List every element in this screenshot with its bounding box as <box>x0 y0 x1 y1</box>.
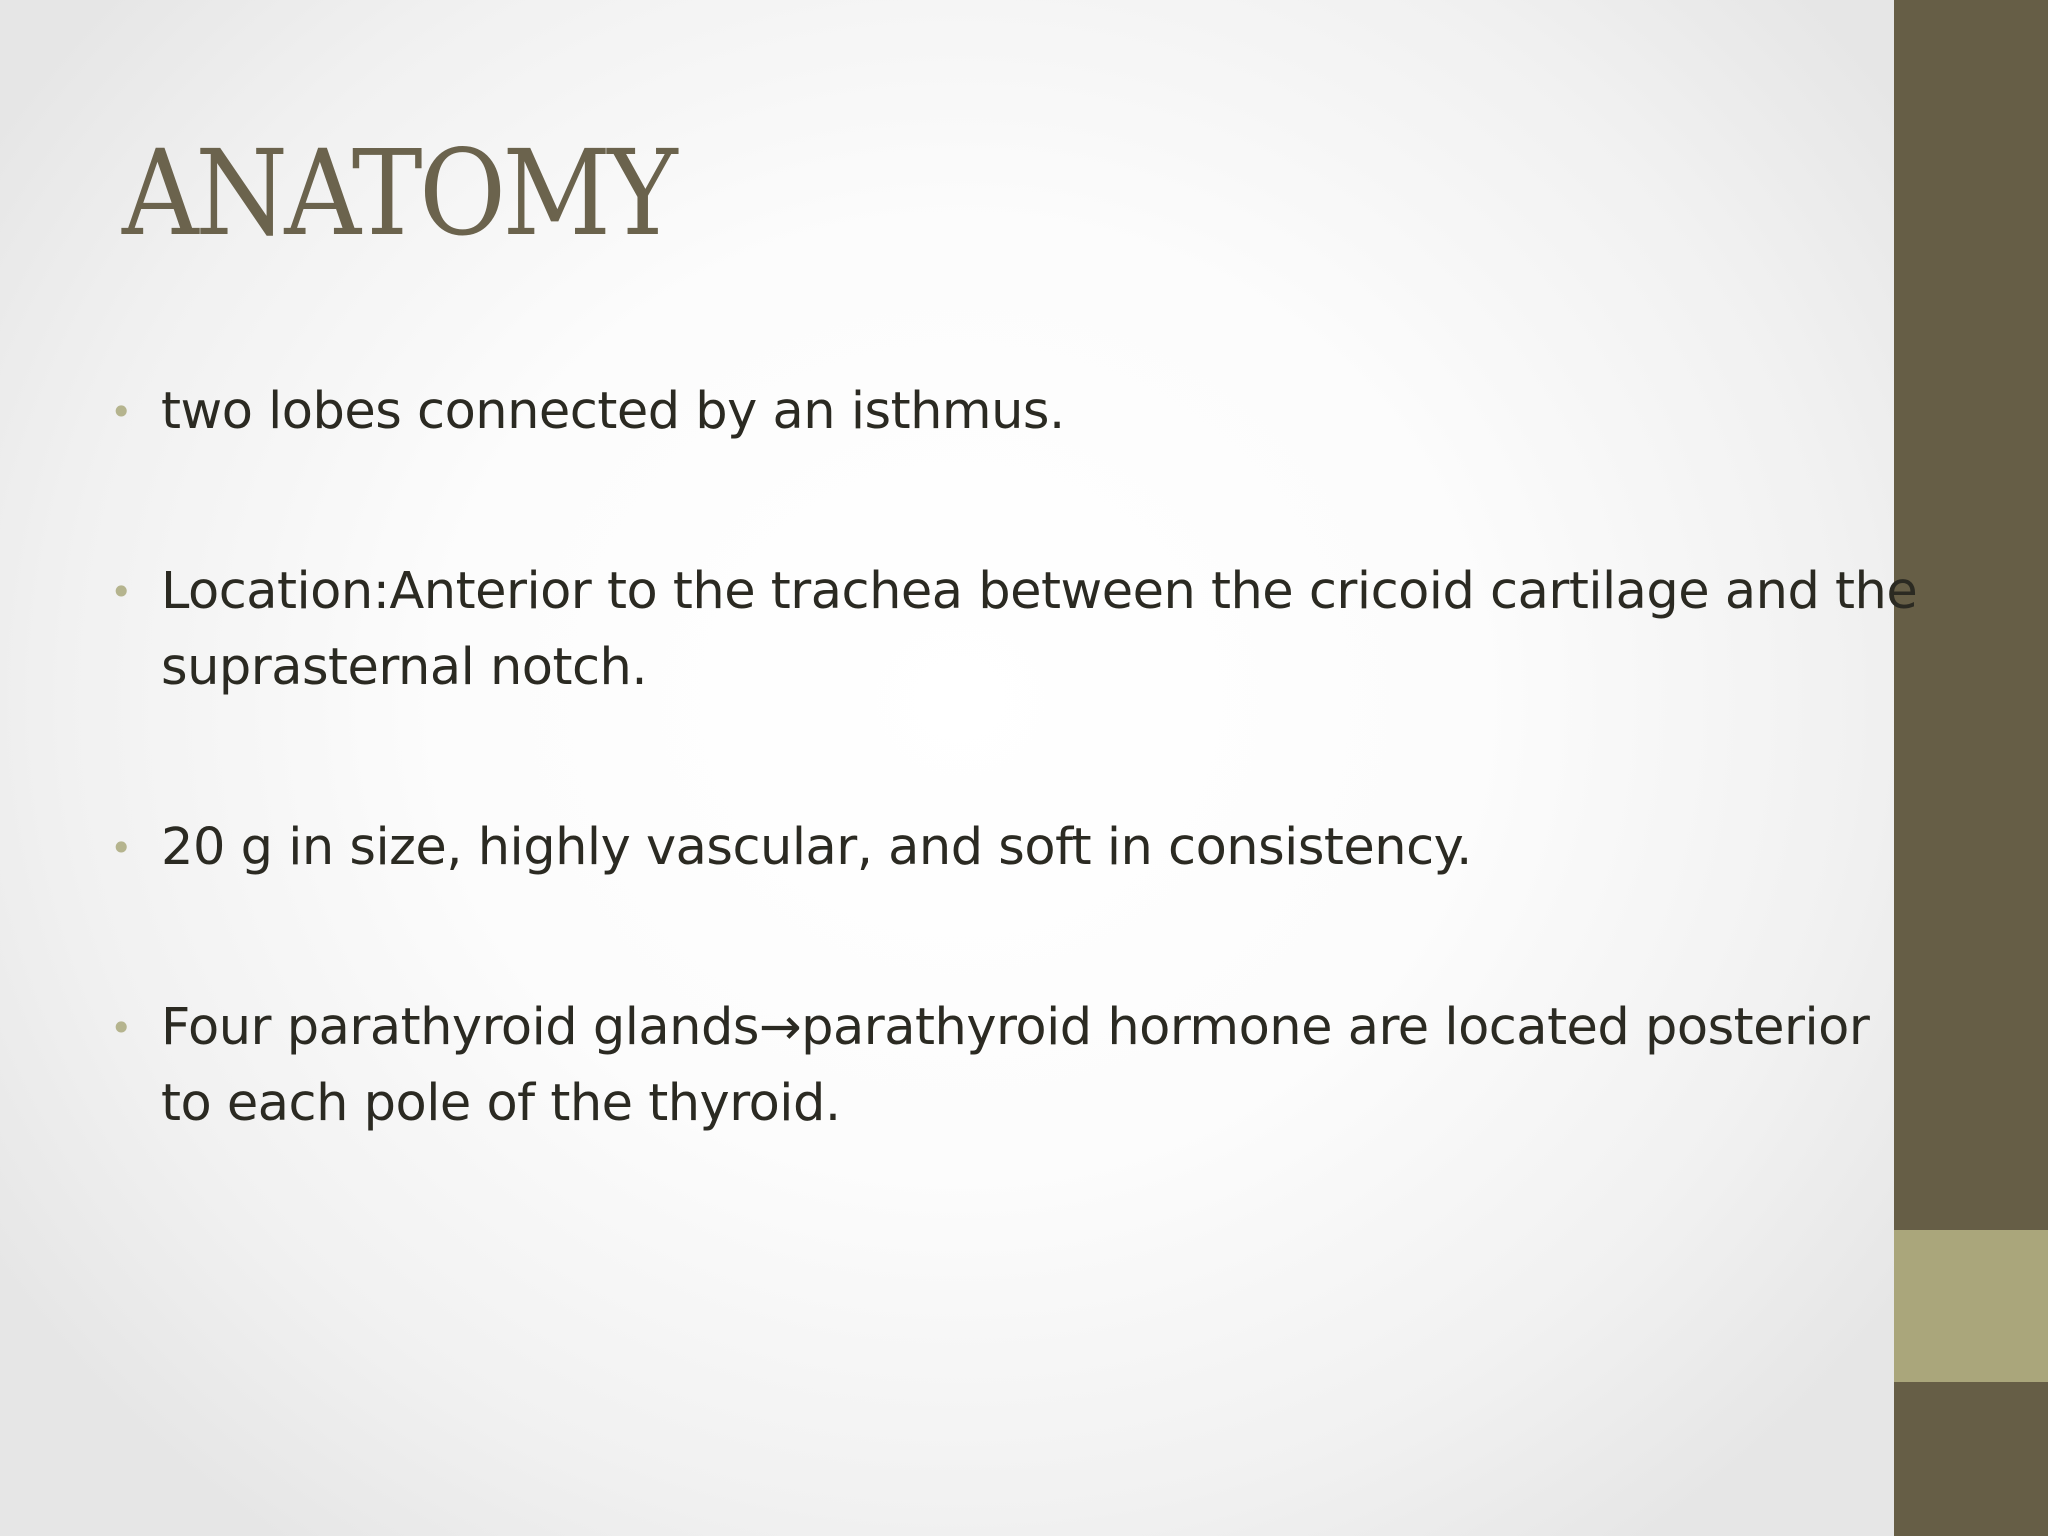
bullet-text-continued: suprasternal notch. <box>161 638 648 697</box>
bullet-text: 20 g in size, highly vascular, and soft in consistency. <box>161 818 1472 877</box>
bullet-item-parathyroid <box>110 990 1940 1142</box>
bullet-dot-icon: • <box>110 826 132 870</box>
bullet-list <box>110 374 1940 1246</box>
bullet-dot-icon: • <box>110 1006 132 1050</box>
bullet-item-location <box>110 554 1940 706</box>
bullet-dot-icon: • <box>110 390 132 434</box>
bullet-dot-icon: • <box>110 570 132 614</box>
side-bar-band-dark-bottom <box>1894 1382 2048 1536</box>
slide-title: ANATOMY <box>122 124 675 262</box>
bullet-item-lobes <box>110 374 1940 450</box>
bullet-item-size <box>110 810 1940 886</box>
bullet-text: Location:Anterior to the trachea between the cricoid cartilage and the <box>161 562 1918 621</box>
bullet-text-continued: to each pole of the thyroid. <box>161 1074 841 1133</box>
side-bar-band-light <box>1894 1230 2048 1382</box>
bullet-text: Four parathyroid glands→parathyroid hormone are located posterior <box>161 998 1870 1057</box>
bullet-text: two lobes connected by an isthmus. <box>161 382 1065 441</box>
